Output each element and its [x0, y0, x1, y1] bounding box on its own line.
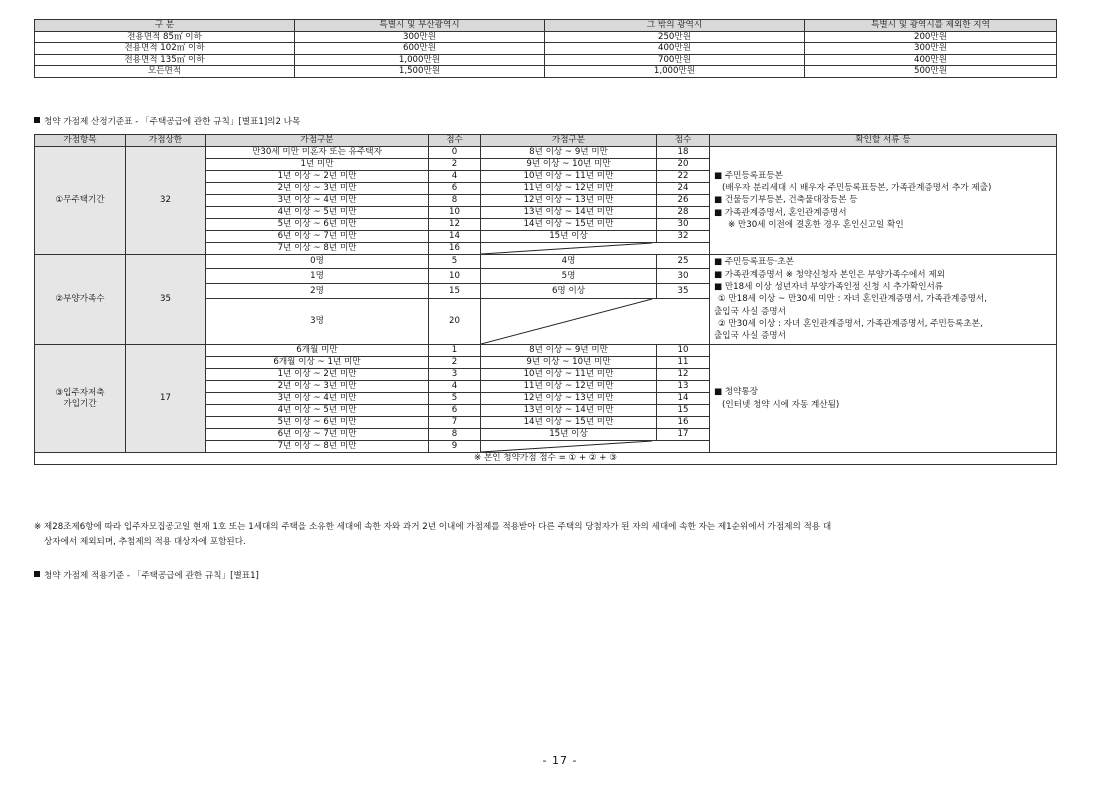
score-cell: 15 [657, 405, 710, 417]
score-cell: 0 [429, 147, 481, 159]
score-cell: 8 [429, 429, 481, 441]
score-cell: 13년 이상 ~ 14년 미만 [481, 405, 657, 417]
score-cell: 6년 이상 ~ 7년 미만 [206, 231, 429, 243]
score-max: 35 [126, 255, 206, 345]
score-header-row [35, 135, 1057, 147]
deposit-cell: 600만원 [295, 43, 545, 55]
footnote-line: ※ 제28조제6항에 따라 입주자모집공고일 현재 1호 또는 1세대의 주택을 소유한 세대에 속한 자와 과거 2년 이내에 가점제를 적용받아 다른 주택의 당첨자가 된 자의 세대에 속한 자는 제1순위에서 가점제의 적용 대 [34, 522, 832, 532]
score-header: 가점구분 [481, 135, 657, 147]
score-table [34, 134, 1057, 465]
square-bullet-icon [34, 117, 40, 123]
doc-line: ■ 주민등록표등본 [714, 170, 783, 181]
score-cell: 11 [657, 357, 710, 369]
score-cell: 30 [657, 219, 710, 231]
deposit-cell: 1,500만원 [295, 66, 545, 78]
score-cell: 10년 이상 ~ 11년 미만 [481, 369, 657, 381]
deposit-cell: 700만원 [545, 54, 805, 66]
score-cell: 14년 이상 ~ 15년 미만 [481, 417, 657, 429]
score-cell: 4년 이상 ~ 5년 미만 [206, 207, 429, 219]
score-cell: 20 [657, 159, 710, 171]
deposit-row [35, 43, 1057, 55]
doc-line: (인터넷 청약 시에 자동 계산됨) [722, 399, 840, 410]
score-cell: 25 [657, 255, 710, 269]
score-cell: 3 [429, 369, 481, 381]
score-cell: 12년 이상 ~ 13년 미만 [481, 195, 657, 207]
score-cell: 17 [657, 429, 710, 441]
score-item-label-line: ③입주자저축 [55, 387, 105, 398]
score-cell: 22 [657, 171, 710, 183]
score-cell: 12 [429, 219, 481, 231]
doc-line: ① 만18세 이상 ~ 만30세 미만 : 자녀 혼인관계증명서, 가족관계증명서, [718, 294, 987, 305]
score-cell: 8 [429, 195, 481, 207]
deposit-header: 그 밖의 광역시 [545, 20, 805, 32]
deposit-table [34, 19, 1057, 78]
score-cell: 9년 이상 ~ 10년 미만 [481, 159, 657, 171]
score-cell: 18 [657, 147, 710, 159]
score-cell: 10 [429, 207, 481, 219]
doc-line: ■ 주민등록표등·초본 [714, 257, 794, 268]
deposit-cell: 전용면적 102㎡ 이하 [35, 43, 295, 55]
empty-diagonal-cell [481, 299, 710, 345]
deposit-cell: 1,000만원 [295, 54, 545, 66]
deposit-cell: 250만원 [545, 31, 805, 43]
score-cell: 12 [657, 369, 710, 381]
score-cell: 11년 이상 ~ 12년 미만 [481, 183, 657, 195]
score-cell: 4년 이상 ~ 5년 미만 [206, 405, 429, 417]
score-cell: 5 [429, 393, 481, 405]
score-cell: 5 [429, 255, 481, 269]
doc-line: 출입국 사실 증명서 [714, 306, 786, 317]
doc-line: ■ 청약통장 [714, 387, 759, 398]
deposit-cell: 300만원 [805, 43, 1057, 55]
deposit-header: 특별시 및 부산광역시 [295, 20, 545, 32]
doc-line: 출입국 사실 증명서 [714, 331, 786, 342]
score-cell: 20 [429, 299, 481, 345]
deposit-cell: 200만원 [805, 31, 1057, 43]
doc-line: ■ 건물등기부등본, 건축물대장등본 등 [714, 195, 858, 206]
score-cell: 8년 이상 ~ 9년 미만 [481, 147, 657, 159]
score-cell: 4 [429, 381, 481, 393]
deposit-cell: 모든면적 [35, 66, 295, 78]
score-cell: 2년 이상 ~ 3년 미만 [206, 381, 429, 393]
deposit-header-row [35, 20, 1057, 32]
apply-section-title [34, 570, 259, 582]
score-cell: 1명 [206, 269, 429, 284]
footnote [34, 520, 1056, 550]
doc-line: ■ 가족관계증명서, 혼인관계증명서 [714, 207, 847, 218]
doc-line: ■ 가족관계증명서 ※ 청약신청자 본인은 부양가족수에서 제외 [714, 269, 945, 280]
score-cell: 14 [429, 231, 481, 243]
score-cell: 35 [657, 284, 710, 299]
score-cell: 0명 [206, 255, 429, 269]
score-cell: 12년 이상 ~ 13년 미만 [481, 393, 657, 405]
docs-cell [710, 255, 1057, 345]
score-cell: 4명 [481, 255, 657, 269]
score-cell: 6 [429, 405, 481, 417]
score-cell: 14 [657, 393, 710, 405]
score-cell: 6명 이상 [481, 284, 657, 299]
deposit-header: 특별시 및 광역시를 제외한 지역 [805, 20, 1057, 32]
score-section-title-text: 청약 가점제 산정기준표 - 「주택공급에 관한 규칙」[별표1]의2 나목 [44, 117, 301, 127]
diagonal-line-icon [481, 441, 709, 452]
score-cell: 6개월 미만 [206, 345, 429, 357]
doc-line: ② 만30세 이상 : 자녀 혼인관계증명서, 가족관계증명서, 주민등록초본, [718, 318, 983, 329]
footnote-line: 상자에서 제외되며, 추첨제의 적용 대상자에 포함된다. [44, 537, 246, 547]
score-cell: 14년 이상 ~ 15년 미만 [481, 219, 657, 231]
score-cell: 9 [429, 441, 481, 453]
score-header: 가점구분 [206, 135, 429, 147]
score-max: 32 [126, 147, 206, 255]
score-cell: 30 [657, 269, 710, 284]
score-cell: 11년 이상 ~ 12년 미만 [481, 381, 657, 393]
score-cell: 2명 [206, 284, 429, 299]
score-cell: 3년 이상 ~ 4년 미만 [206, 195, 429, 207]
deposit-row [35, 31, 1057, 43]
deposit-cell: 400만원 [545, 43, 805, 55]
score-row [35, 147, 1057, 159]
total-row [35, 453, 1057, 465]
deposit-header: 구 분 [35, 20, 295, 32]
deposit-row [35, 66, 1057, 78]
score-header: 가점상한 [126, 135, 206, 147]
deposit-cell: 전용면적 135㎡ 이하 [35, 54, 295, 66]
score-cell: 8년 이상 ~ 9년 미만 [481, 345, 657, 357]
diagonal-line-icon [481, 243, 709, 254]
score-cell: 1년 이상 ~ 2년 미만 [206, 171, 429, 183]
deposit-cell: 300만원 [295, 31, 545, 43]
deposit-cell: 400만원 [805, 54, 1057, 66]
apply-section-title-text: 청약 가점제 적용기준 - 「주택공급에 관한 규칙」[별표1] [44, 571, 259, 581]
score-cell: 13년 이상 ~ 14년 미만 [481, 207, 657, 219]
score-cell: 16 [657, 417, 710, 429]
score-section-title [34, 116, 300, 128]
score-cell: 6년 이상 ~ 7년 미만 [206, 429, 429, 441]
score-header: 가점항목 [35, 135, 126, 147]
score-cell: 만30세 미만 미혼자 또는 유주택자 [206, 147, 429, 159]
score-cell: 24 [657, 183, 710, 195]
score-cell: 4 [429, 171, 481, 183]
docs-cell [710, 345, 1057, 453]
square-bullet-icon [34, 571, 40, 577]
score-cell: 10 [657, 345, 710, 357]
page-number: - 17 - [542, 754, 578, 767]
score-row [35, 345, 1057, 357]
score-cell: 5명 [481, 269, 657, 284]
deposit-cell: 500만원 [805, 66, 1057, 78]
score-cell: 7 [429, 417, 481, 429]
score-header: 확인할 서류 등 [710, 135, 1057, 147]
score-cell: 2 [429, 159, 481, 171]
score-header: 점수 [429, 135, 481, 147]
score-cell: 15 [429, 284, 481, 299]
score-item-label: ①무주택기간 [35, 147, 126, 255]
score-cell: 7년 이상 ~ 8년 미만 [206, 243, 429, 255]
score-cell: 13 [657, 381, 710, 393]
docs-cell [710, 147, 1057, 255]
score-cell: 2년 이상 ~ 3년 미만 [206, 183, 429, 195]
score-cell: 15년 이상 [481, 429, 657, 441]
score-cell: 3명 [206, 299, 429, 345]
score-item-label: ②부양가족수 [35, 255, 126, 345]
empty-diagonal-cell [481, 243, 710, 255]
doc-line: ■ 만18세 이상 성년자녀 부양가족인정 신청 시 추가확인서류 [714, 282, 944, 293]
deposit-cell: 1,000만원 [545, 66, 805, 78]
score-cell: 1년 미만 [206, 159, 429, 171]
empty-diagonal-cell [481, 441, 710, 453]
score-cell: 9년 이상 ~ 10년 미만 [481, 357, 657, 369]
score-cell: 1년 이상 ~ 2년 미만 [206, 369, 429, 381]
diagonal-line-icon [481, 299, 709, 344]
score-cell: 26 [657, 195, 710, 207]
score-max: 17 [126, 345, 206, 453]
score-cell: 28 [657, 207, 710, 219]
score-cell: 6 [429, 183, 481, 195]
score-cell: 6개월 이상 ~ 1년 미만 [206, 357, 429, 369]
score-cell: 32 [657, 231, 710, 243]
score-cell: 10년 이상 ~ 11년 미만 [481, 171, 657, 183]
doc-line: (배우자 분리세대 시 배우자 주민등록표등본, 가족관계증명서 추가 제출) [722, 183, 992, 194]
score-cell: 3년 이상 ~ 4년 미만 [206, 393, 429, 405]
score-cell: 7년 이상 ~ 8년 미만 [206, 441, 429, 453]
score-row [35, 255, 1057, 269]
score-item-label-line: 가입기간 [63, 398, 97, 409]
score-cell: 10 [429, 269, 481, 284]
doc-line: ※ 만30세 이전에 결혼한 경우 혼인신고일 확인 [728, 219, 904, 230]
score-cell: 2 [429, 357, 481, 369]
score-header: 점수 [657, 135, 710, 147]
score-cell: 5년 이상 ~ 6년 미만 [206, 417, 429, 429]
score-cell: 16 [429, 243, 481, 255]
score-item-label [35, 345, 126, 453]
deposit-row [35, 54, 1057, 66]
deposit-cell: 전용면적 85㎡ 이하 [35, 31, 295, 43]
score-cell: 15년 이상 [481, 231, 657, 243]
score-cell: 1 [429, 345, 481, 357]
total-formula: ※ 본인 청약가점 점수 = ① + ② + ③ [35, 453, 1057, 465]
score-cell: 5년 이상 ~ 6년 미만 [206, 219, 429, 231]
